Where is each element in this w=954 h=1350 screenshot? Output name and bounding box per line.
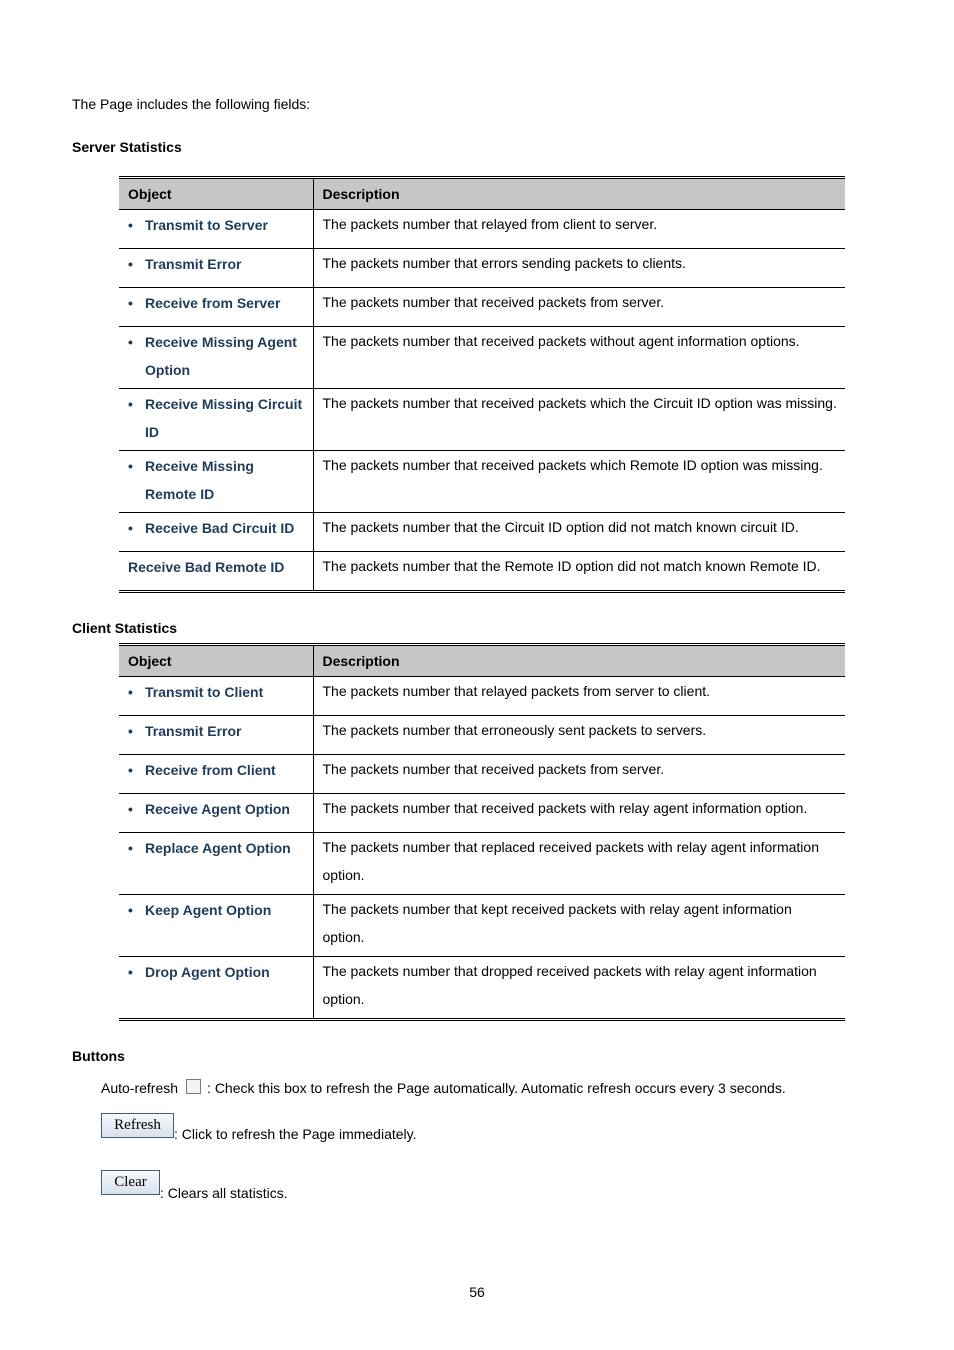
description-text: The packets number that errors sending packets to clients. [322,255,686,271]
description-text: The packets number that relayed from client to server. [322,216,658,232]
description-text: The packets number that the Circuit ID option did not match known circuit ID. [322,519,799,535]
object-cell [119,389,313,451]
auto-refresh-description: : Check this box to refresh the Page automatically. Automatic refresh occurs every 3 seconds. [207,1080,786,1096]
description-text: The packets number that dropped received packets with relay agent information option. [322,963,817,1007]
table-row [119,716,845,755]
object-name: Receive from Server [145,295,281,311]
object-cell [119,794,313,833]
description-cell [313,288,845,327]
bullet-icon: • [128,762,133,778]
object-cell [119,895,313,957]
table-row [119,451,845,513]
object-name: Receive Bad Remote ID [128,559,285,575]
clear-button[interactable]: Clear [101,1170,160,1195]
object-name: Receive Missing Circuit ID [145,396,303,440]
object-name: Receive Bad Circuit ID [145,520,295,536]
server-statistics-title: Server Statistics [72,139,182,155]
table-row [119,833,845,895]
object-name: Transmit Error [145,723,242,739]
object-cell [119,957,313,1020]
server-statistics-table [119,176,845,593]
bullet-icon: • [128,256,133,272]
table-row [119,755,845,794]
bullet-icon: • [128,396,133,412]
column-header-object: Object [119,178,313,210]
description-cell [313,389,845,451]
description-text: The packets number that received packets with relay agent information option. [322,800,808,816]
description-cell [313,677,845,716]
description-text: The packets number that erroneously sent packets to servers. [322,722,707,738]
object-cell [119,833,313,895]
object-cell [119,451,313,513]
object-cell [119,755,313,794]
object-name: Receive Agent Option [145,801,290,817]
bullet-icon: • [128,801,133,817]
bullet-icon: • [128,684,133,700]
table-row [119,210,845,249]
object-name: Keep Agent Option [145,902,272,918]
description-cell [313,895,845,957]
description-cell [313,552,845,592]
auto-refresh-line [101,1079,786,1096]
description-cell [313,755,845,794]
intro-text: The Page includes the following fields: [72,96,311,112]
bullet-icon: • [128,334,133,350]
table-row [119,389,845,451]
column-header-object: Object [119,645,313,677]
clear-description: : Clears all statistics. [160,1185,288,1201]
description-text: The packets number that received packets from server. [322,761,665,777]
object-name: Transmit to Client [145,684,264,700]
description-cell [313,957,845,1020]
buttons-title: Buttons [72,1048,125,1064]
description-text: The packets number that received packets which Remote ID option was missing. [322,457,823,473]
description-text: The packets number that replaced received packets with relay agent information option. [322,839,819,883]
bullet-icon: • [128,840,133,856]
refresh-button[interactable]: Refresh [101,1113,174,1138]
description-cell [313,327,845,389]
object-name: Drop Agent Option [145,964,270,980]
description-cell [313,794,845,833]
description-cell [313,451,845,513]
description-text: The packets number that received packets from server. [322,294,665,310]
column-header-description: Description [313,645,845,677]
auto-refresh-label: Auto-refresh [101,1080,179,1096]
description-cell [313,833,845,895]
object-cell [119,677,313,716]
description-cell [313,210,845,249]
table-row [119,327,845,389]
object-cell [119,288,313,327]
description-text: The packets number that kept received packets with relay agent information option. [322,901,792,945]
object-cell [119,249,313,288]
bullet-icon: • [128,520,133,536]
auto-refresh-checkbox[interactable] [186,1079,201,1094]
description-text: The packets number that received packets which the Circuit ID option was missing. [322,395,837,411]
bullet-icon: • [128,458,133,474]
object-cell [119,552,313,592]
object-name: Replace Agent Option [145,840,291,856]
table-row [119,794,845,833]
table-row [119,957,845,1020]
object-name: Transmit to Server [145,217,268,233]
description-cell [313,249,845,288]
object-name: Receive Missing Remote ID [145,458,254,502]
table-row [119,895,845,957]
bullet-icon: • [128,964,133,980]
object-cell [119,513,313,552]
page-number: 56 [469,1284,485,1300]
bullet-icon: • [128,723,133,739]
table-row [119,513,845,552]
description-text: The packets number that the Remote ID option did not match known Remote ID. [322,558,821,574]
object-cell [119,210,313,249]
table-row [119,677,845,716]
table-row [119,552,845,592]
table-row [119,288,845,327]
table-row [119,249,845,288]
description-cell [313,513,845,552]
object-name: Transmit Error [145,256,242,272]
client-statistics-table [119,643,845,1021]
description-cell [313,716,845,755]
column-header-description: Description [313,178,845,210]
refresh-description: : Click to refresh the Page immediately. [174,1126,417,1142]
bullet-icon: • [128,295,133,311]
object-cell [119,327,313,389]
description-text: The packets number that relayed packets from server to client. [322,683,711,699]
object-cell [119,716,313,755]
bullet-icon: • [128,902,133,918]
bullet-icon: • [128,217,133,233]
client-statistics-title: Client Statistics [72,620,178,636]
object-name: Receive Missing Agent Option [145,334,297,378]
object-name: Receive from Client [145,762,276,778]
description-text: The packets number that received packets without agent information options. [322,333,800,349]
